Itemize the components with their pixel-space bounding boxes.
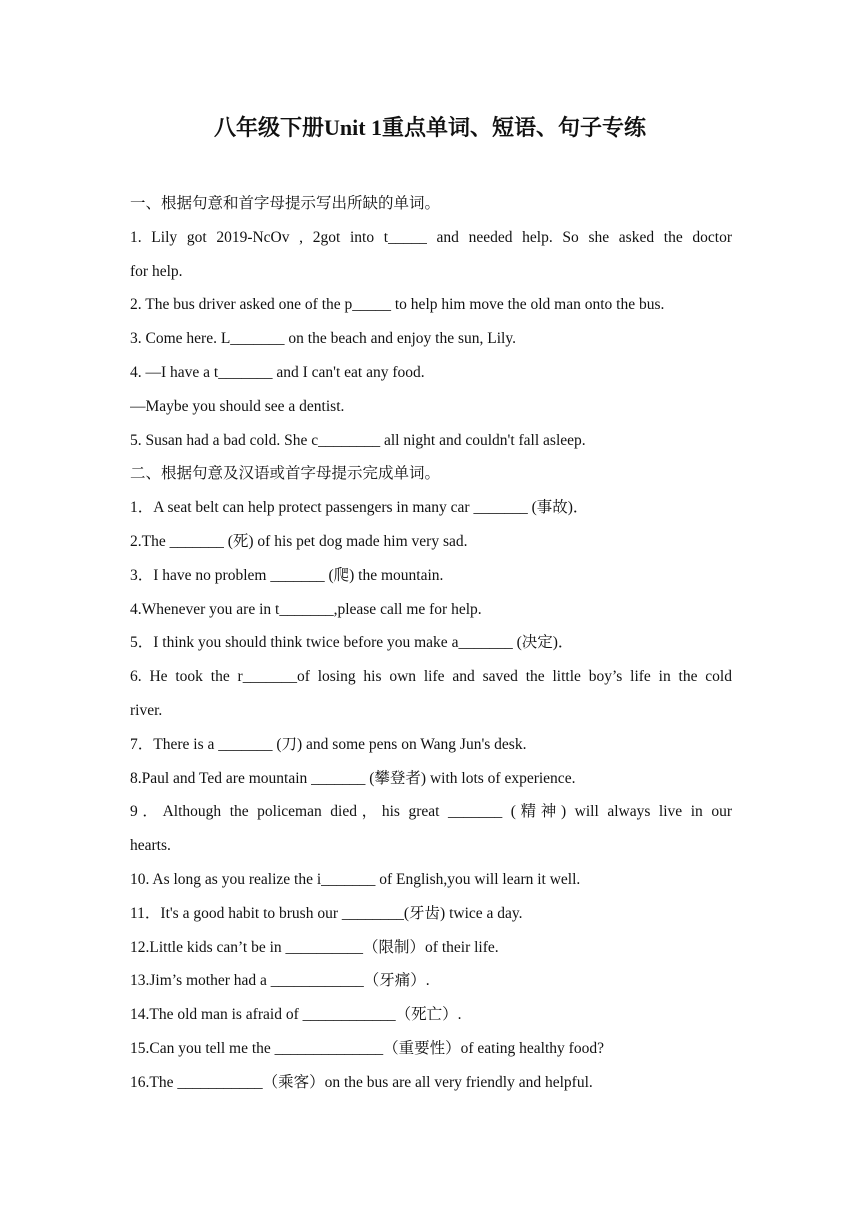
page-title: 八年级下册Unit 1重点单词、短语、句子专练	[213, 115, 647, 140]
question-line: —Maybe you should see a dentist.	[130, 397, 345, 415]
question-line: for help.	[130, 262, 183, 280]
question-line: 11．It's a good habit to brush our ________(牙齿) twice a day.	[130, 904, 523, 922]
question-line: 12.Little kids can’t be in __________（限制）of their life.	[130, 938, 499, 956]
section-1-heading: 一、根据句意和首字母提示写出所缺的单词。	[130, 195, 441, 212]
question-line: 1．A seat belt can help protect passengers in many car _______ (事故)．	[130, 499, 589, 517]
question-line: 8.Paul and Ted are mountain _______ (攀登者) with lots of experience.	[130, 769, 576, 787]
question-line: 13.Jim’s mother had a ____________（牙痛）.	[130, 972, 430, 990]
question-line: 4. —I have a t_______ and I can't eat any food.	[130, 363, 425, 381]
question-line: 1. Lily got 2019-NcOv , 2got into t_____ and needed help. So she asked the doctor	[130, 228, 732, 246]
question-line: 10. As long as you realize the i_______ of English,you will learn it well.	[130, 870, 581, 888]
question-line: 5. Susan had a bad cold. She c________ all night and couldn't fall asleep.	[130, 431, 586, 449]
question-line: hearts.	[130, 837, 171, 855]
question-line: 9．Although the policeman died，his great _______ (精神) will always live in our	[130, 803, 732, 821]
exercise-content	[130, 187, 732, 1100]
question-line: 5．I think you should think twice before you make a_______ (决定)．	[130, 634, 574, 652]
question-line: 4.Whenever you are in t_______,please call me for help.	[130, 600, 482, 618]
section-2-heading: 二、根据句意及汉语或首字母提示完成单词。	[130, 465, 441, 483]
question-line: 14.The old man is afraid of ____________（死亡）.	[130, 1006, 462, 1024]
question-line: river.	[130, 701, 163, 719]
question-line: 15.Can you tell me the ______________（重要性）of eating healthy food?	[130, 1039, 604, 1057]
question-line: 16.The ___________（乘客）on the bus are all very friendly and helpful.	[130, 1073, 593, 1091]
question-line: 2. The bus driver asked one of the p_____ to help him move the old man onto the bus.	[130, 296, 665, 314]
question-line: 6. He took the r_______of losing his own life and saved the little boy’s life in the cold	[130, 668, 732, 686]
question-line: 2.The _______ (死) of his pet dog made him very sad.	[130, 532, 468, 550]
question-line: 3. Come here. L_______ on the beach and enjoy the sun, Lily.	[130, 330, 516, 348]
question-line: 3．I have no problem _______ (爬) the mountain.	[130, 566, 444, 584]
question-line: 7．There is a _______ (刀) and some pens on Wang Jun's desk.	[130, 735, 527, 753]
